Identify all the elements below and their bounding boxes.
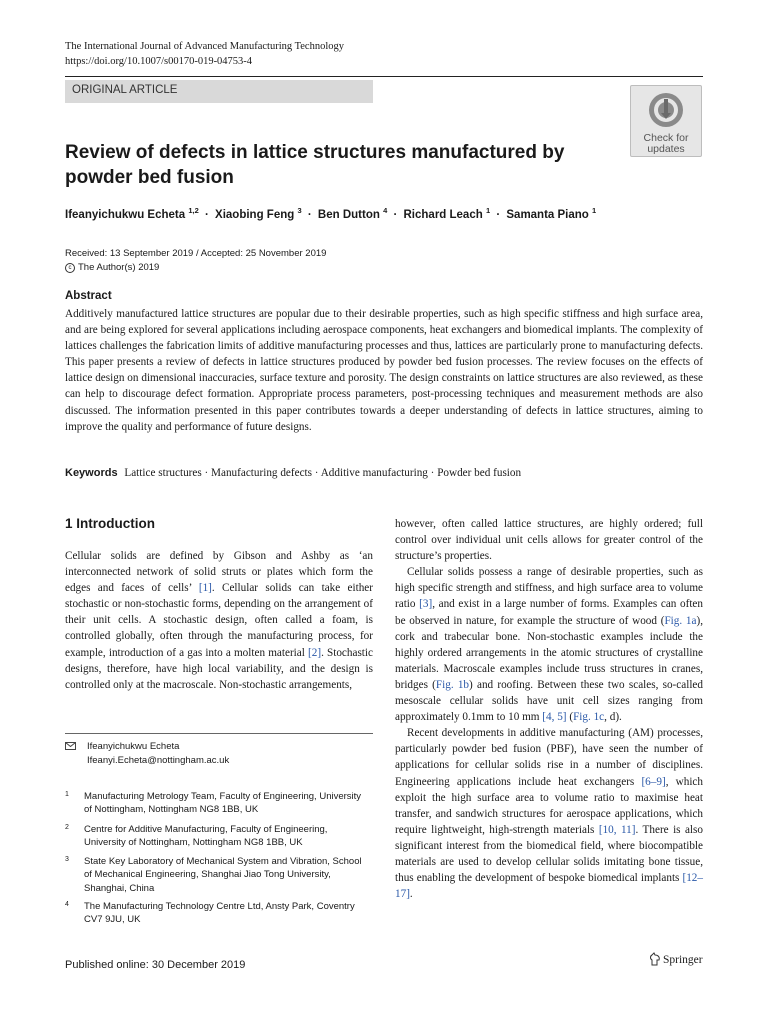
author-separator: · (307, 208, 312, 221)
affiliation-item (65, 900, 365, 927)
body-text-column-left: Cellular solids are defined by Gibson and Ashby as ‘an interconnected network of solid struts or plates which form the edges and faces of cells’ [1]. Cellular solids can take either stochastic or non-stochastic forms, depending on the arrangement of their unit cells. A stochastic design, often called a foam, is controlled globally, often through the manufacturing process, for example, introduction of a gas into a molten material [2]. Stochastic designs, therefore, have high local variability, and the design is controlled only at the macroscale. Non-stochastic arrangements, (65, 550, 373, 691)
affiliation-text: State Key Laboratory of Mechanical System and Vibration, School of Mechanical Engineering, Shanghai Jiao Tong University, Shanghai, China (84, 856, 362, 894)
citation-link[interactable]: [1] (198, 582, 212, 595)
article-type-banner (65, 80, 373, 103)
paper-title: Review of defects in lattice structures manufactured by powder bed fusion (65, 142, 565, 188)
header-divider (65, 76, 703, 77)
affiliation-text: Manufacturing Metrology Team, Faculty of Engineering, University of Nottingham, Nottingham NG8 1BB, UK (84, 791, 362, 816)
affiliation-item (65, 790, 365, 817)
copyright-line (65, 262, 159, 273)
citation-link[interactable]: Fig. 1c (573, 711, 605, 724)
paragraph: however, often called lattice structures, are highly ordered; full control over individual unit cells allows for greater control of the structure’s properties. (395, 518, 703, 563)
copyright-text: The Author(s) 2019 (78, 262, 160, 273)
received-accepted-dates: Received: 13 September 2019 / Accepted: 25 November 2019 (65, 248, 327, 259)
affiliation-text: The Manufacturing Technology Centre Ltd, Ansty Park, Coventry CV7 9JU, UK (84, 901, 355, 926)
check-updates-icon (647, 91, 685, 129)
springer-horse-icon (649, 952, 661, 966)
author-affiliation-marker: 1,2 (188, 206, 199, 215)
check-for-updates-button[interactable] (630, 85, 702, 157)
footnote-divider (65, 733, 373, 734)
paragraph: Recent developments in additive manufacturing (AM) processes, particularly powder bed fusion (PBF), have seen the number of applications for cellular solids rise in a number of disciplines. Engineering applications include heat exchangers [6–9], which exploit the high surface area to volume ratio to maximise heat transfer, and sandwich structures for aerospace applications, which require lightweight, high-strength materials [10, 11]. There is also significant interest from the biomedical field, where biocompatible materials are used to develop cellular solids imitating bone tissue, thus enabling the development of bespoke biomedical implants [12–17]. (395, 727, 703, 901)
corresponding-author-email[interactable]: Ifeanyi.Echeta@nottingham.ac.uk (87, 755, 230, 766)
author-separator: · (393, 208, 398, 221)
citation-link[interactable]: [3] (419, 598, 433, 611)
author-list (65, 206, 596, 221)
check-updates-label: Check for updates (643, 132, 689, 155)
citation-link[interactable]: [4, 5] (542, 711, 567, 724)
article-type-label: ORIGINAL ARTICLE (72, 84, 178, 96)
author-name[interactable]: Xiaobing Feng (215, 208, 295, 221)
author-affiliation-marker: 4 (383, 206, 388, 215)
author-name[interactable]: Ifeanyichukwu Echeta (65, 208, 186, 221)
affiliation-number: 1 (65, 791, 69, 798)
body-text-column-right (395, 516, 703, 902)
corresponding-author-name: Ifeanyichukwu Echeta (87, 741, 180, 752)
affiliation-number: 4 (65, 901, 69, 908)
springer-logo (649, 952, 703, 966)
author-affiliation-marker: 1 (485, 206, 491, 215)
author-name[interactable]: Samanta Piano (506, 208, 589, 221)
keywords-line (65, 467, 521, 479)
citation-link[interactable]: [6–9] (641, 775, 666, 788)
citation-link[interactable]: [10, 11] (598, 823, 636, 836)
envelope-icon (65, 742, 76, 750)
citation-link[interactable]: [2] (308, 646, 322, 659)
author-name[interactable]: Richard Leach (403, 208, 483, 221)
abstract-heading: Abstract (65, 290, 112, 302)
citation-link[interactable]: Fig. 1b (435, 678, 470, 691)
section-heading: 1 Introduction (65, 516, 155, 531)
citation-link[interactable]: [12–17] (395, 872, 703, 901)
keywords-label: Keywords (65, 467, 118, 479)
abstract-text: Additively manufactured lattice structures are popular due to their desirable properties, such as high specific stiffness and high surface area, and are being explored for several applications including aerospace components, heat exchangers and biomedical implants. The complexity of lattices challenges the fabrication limits of additive manufacturing processes and thus, lattices are particularly prone to manufacturing defects. This paper presents a review of defects in lattice structures produced by powder bed fusion processes. The review focuses on the effects of lattice design on dimensional inaccuracies, surface texture and porosity. The design constraints on lattice structures are also reviewed, as these can help to discourage defect formation. Appropriate process parameters, post-processing techniques and measurement methods are also discussed. The information presented in this paper contributes towards a deeper understanding of defects in lattice structures, aiming to improve the quality and performance of future designs. (65, 308, 703, 433)
affiliation-item (65, 855, 365, 895)
springer-wordmark: Springer (663, 954, 703, 966)
affiliation-text: Centre for Additive Manufacturing, Faculty of Engineering, University of Nottingham, Nottingham NG8 1BB, UK (84, 824, 328, 849)
author-separator: · (496, 208, 501, 221)
paragraph: Cellular solids possess a range of desirable properties, such as high specific strength and stiffness, and high surface area to volume ratio [3], and exist in a large number of forms. Examples can often be observed in nature, for example the structure of wood (Fig. 1a), cork and trabecular bone. Non-stochastic examples include the highly ordered arrangements in the atomic structures of crystalline materials. Macroscale examples include truss structures in cranes, bridges (Fig. 1b) and roofing. Between these two scales, so-called mesoscale cellular solids have unit cell sizes ranging from approximately 0.1mm to 10 mm [4, 5] (Fig. 1c, d). (395, 566, 703, 724)
published-date: Published online: 30 December 2019 (65, 959, 246, 971)
open-access-icon: c (65, 263, 75, 273)
author-name[interactable]: Ben Dutton (317, 208, 380, 221)
affiliation-item (65, 823, 365, 850)
citation-link[interactable]: Fig. 1a (664, 614, 697, 627)
journal-name: The International Journal of Advanced Manufacturing Technology (65, 41, 344, 52)
keywords-text: Lattice structures · Manufacturing defects · Additive manufacturing · Powder bed fusion (124, 467, 522, 479)
author-separator: · (205, 208, 209, 221)
author-affiliation-marker: 1 (592, 206, 597, 215)
author-affiliation-marker: 3 (297, 206, 302, 215)
affiliation-number: 2 (65, 824, 69, 831)
affiliation-number: 3 (65, 856, 69, 863)
doi-link[interactable]: https://doi.org/10.1007/s00170-019-04753-4 (65, 56, 253, 67)
corresponding-author (65, 740, 229, 768)
